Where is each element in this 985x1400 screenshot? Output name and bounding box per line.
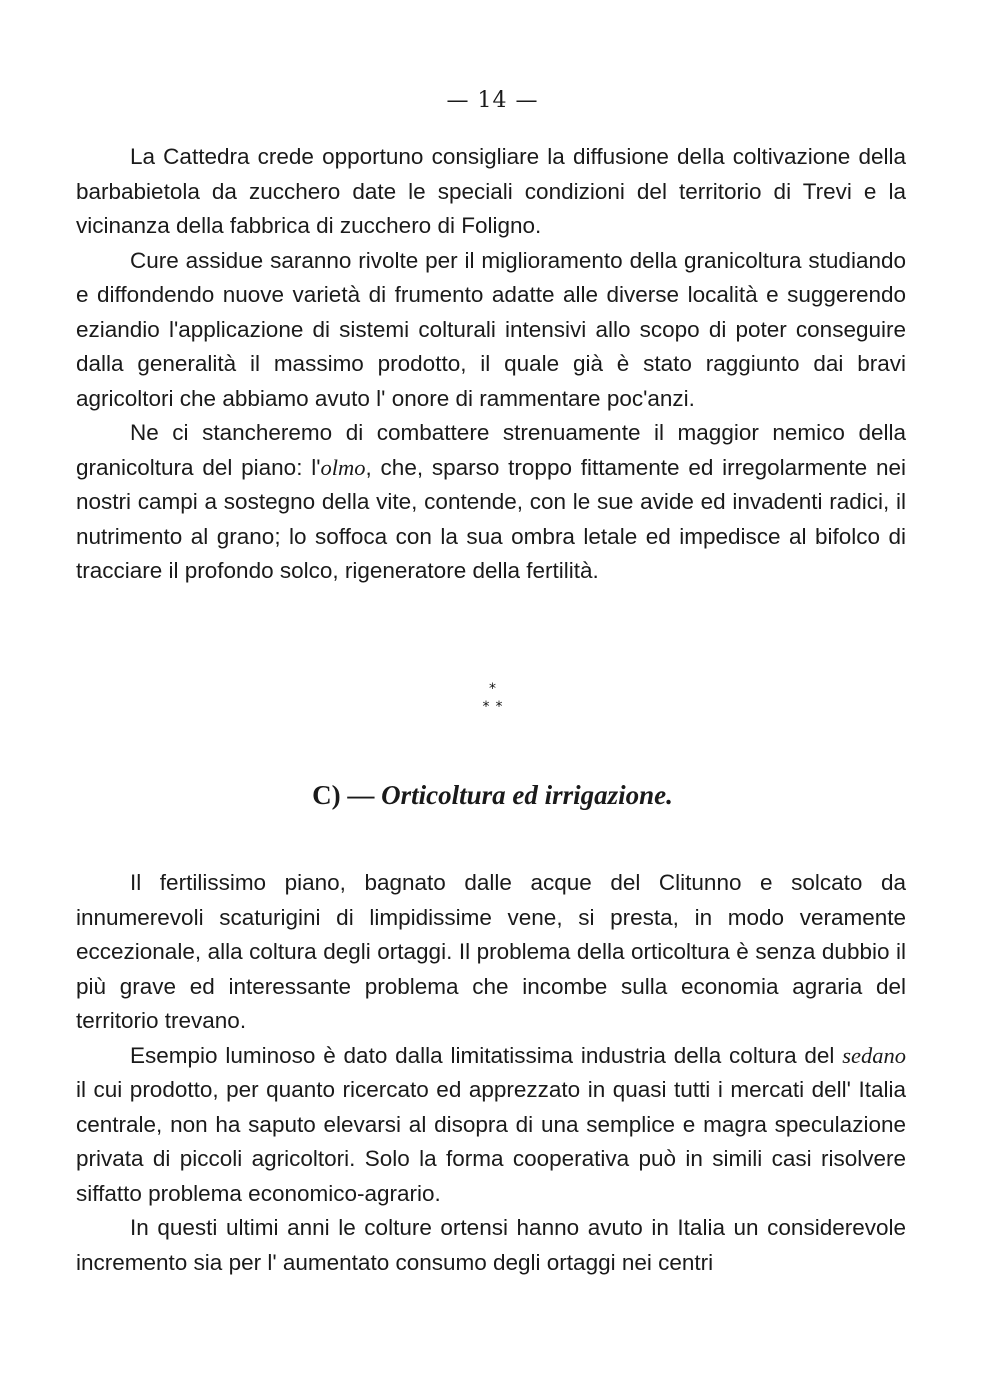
paragraph-text: Ne ci stancheremo di combattere strenuamente il maggior nemico della granicoltura del piano: l'	[76, 420, 906, 480]
paragraph	[76, 1039, 906, 1212]
asterism-top: *	[489, 681, 496, 697]
asterism-right: *	[495, 699, 503, 715]
paragraph-text: il cui prodotto, per quanto ricercato ed apprezzato in quasi tutti i mercati dell' Italia centrale, non ha saputo elevarsi al disopra di una semplice e magra speculazione privata di piccoli agricoltori. Solo la forma cooperativa può in simili casi risolvere siffatto problema economico-agrario.	[76, 1077, 906, 1206]
paragraph: Cure assidue saranno rivolte per il miglioramento della granicoltura studiando e diffondendo nuove varietà di frumento adatte alle diverse località e suggerendo eziandio l'applicazione di sistemi colturali intensivi allo scopo di poter conseguire dalla generalità il massimo prodotto, il quale già è stato raggiunto dai bravi agricoltori che abbiamo avuto l' onore di rammentare poc'anzi.	[76, 247, 906, 411]
paragraph: La Cattedra crede opportuno consigliare la diffusione della coltivazione della barbabietola da zucchero date le speciali condizioni del territorio di Trevi e la vicinanza della fabbrica di zucchero di Foligno.	[76, 144, 906, 238]
section-heading	[0, 780, 985, 811]
paragraph	[76, 416, 906, 589]
asterism-divider	[0, 680, 985, 716]
text-section-orticoltura	[76, 866, 906, 1280]
paragraph: In questi ultimi anni le colture ortensi hanno avuto in Italia un considerevole incremento sia per l' aumentato consumo degli ortaggi nei centri	[76, 1215, 906, 1275]
paragraph-text: Esempio luminoso è dato dalla limitatissima industria della coltura del	[130, 1042, 843, 1068]
paragraph: Il fertilissimo piano, bagnato dalle acque del Clitunno e solcato da innumerevoli scaturigini di limpidissime vene, si presta, in modo veramente eccezionale, alla coltura degli ortaggi. Il problema della orticoltura è senza dubbio il più grave ed interessante problema che incombe sulla economia agraria del territorio trevano.	[76, 870, 906, 1033]
italic-term: olmo	[320, 454, 366, 480]
section-title: Orticoltura ed irrigazione.	[381, 780, 673, 810]
text-section-granicoltura	[76, 140, 906, 589]
asterism-left: *	[482, 699, 490, 715]
italic-term: sedano	[842, 1042, 906, 1068]
paragraph-text: , che, sparso troppo fittamente ed irregolarmente nei nostri campi a sostegno della vite, contende, con le sue avide ed invadenti radici, il nutrimento al grano; lo soffoca con la sua ombra letale ed impedisce al bifolco di tracciare il profondo solco, rigeneratore della fertilità.	[76, 454, 906, 583]
page-number: — 14 —	[446, 88, 539, 113]
asterism-bottom-row	[0, 698, 985, 716]
section-label: C) —	[312, 780, 375, 810]
